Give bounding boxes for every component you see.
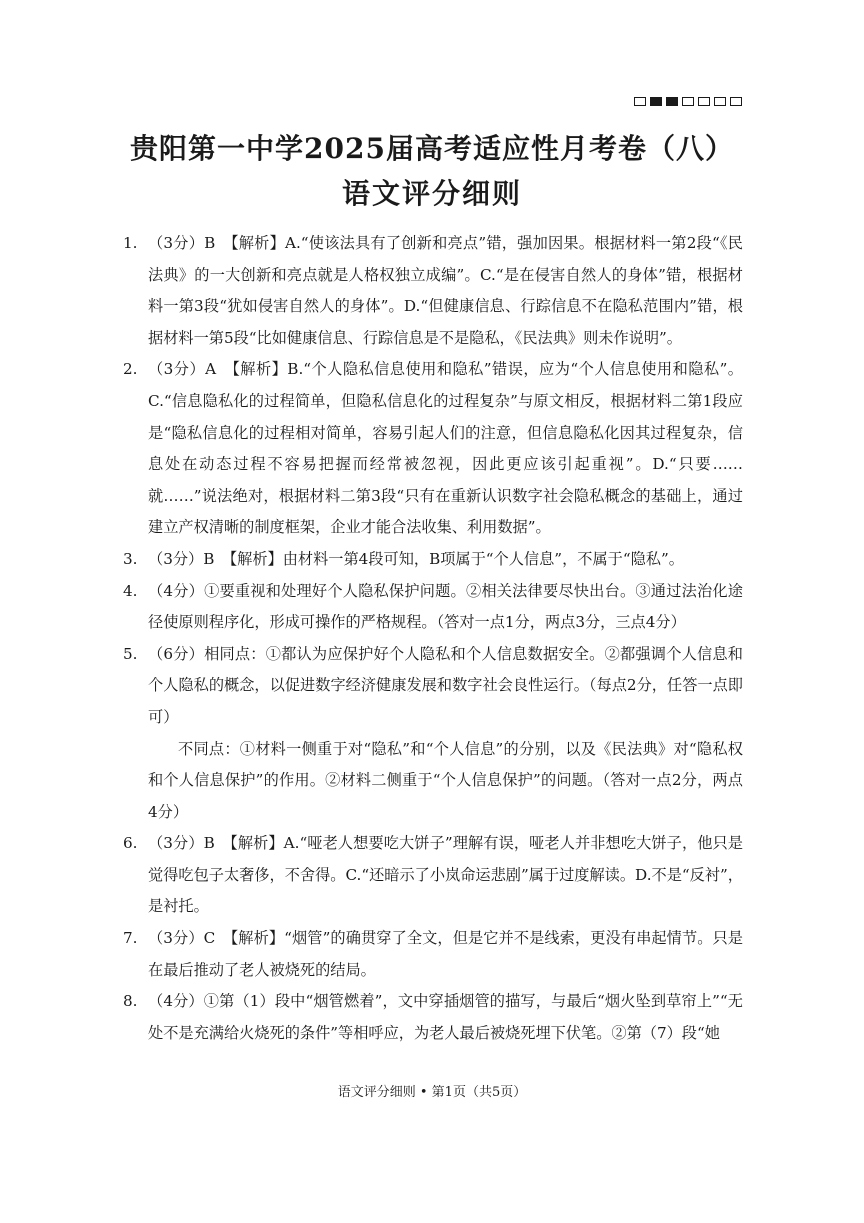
mark-box: [682, 97, 694, 106]
list-item: [123, 228, 743, 354]
item-text: （3分）B 【解析】A.“哑老人想要吃大饼子”理解有误，哑老人并非想吃大饼子，他只是觉得吃包子太奢侈，不舍得。C.“还暗示了小岚命运悲剧”属于过度解读。D.不是“反衬”，是衬托。: [148, 834, 743, 916]
mark-box: [698, 97, 710, 106]
list-item: [123, 639, 743, 734]
page-footer: 语文评分细则 • 第1页（共5页）: [337, 1085, 527, 1100]
item-text: （4分）①要重视和处理好个人隐私保护问题。②相关法律要尽快出台。③通过法治化途径使原则程序化，形成可操作的严格规程。（答对一点1分，两点3分，三点4分）: [148, 581, 743, 632]
list-item: [123, 828, 743, 923]
mark-box: [730, 97, 742, 106]
item-number: 4.: [123, 581, 138, 600]
list-item: [123, 354, 743, 544]
item-text: （3分）B 【解析】A.“使该法具有了创新和亮点”错，强加因果。根据材料一第2段“《民法典》的一大创新和亮点就是人格权独立成编”。C.“是在侵害自然人的身体”错，根据材料一第3段“犹如侵害自然人的身体”。D.“但健康信息、行踪信息不在隐私范围内”错，根据材料一第5段“比如健康信息、行踪信息是不是隐私，《民法典》则未作说明”。: [148, 234, 743, 347]
mark-box: [634, 97, 646, 106]
item-number: 5.: [123, 644, 138, 663]
mark-box: [714, 97, 726, 106]
item-extra-text: 不同点：①材料一侧重于对“隐私”和“个人信息”的分别，以及《民法典》对“隐私权和个人信息保护”的作用。②材料二侧重于“个人信息保护”的问题。（答对一点2分，两点4分）: [148, 739, 743, 821]
item-number: 3.: [123, 549, 138, 568]
item-text: （4分）①第（1）段中“烟管燃着”，文中穿插烟管的描写，与最后“烟火坠到草帘上”“无处不是充满给火烧死的条件”等相呼应，为老人最后被烧死埋下伏笔。②第（7）段“她: [148, 992, 743, 1042]
item-number: 1.: [123, 234, 138, 252]
item-text: （3分）C 【解析】“烟管”的确贯穿了全文，但是它并不是线索，更没有串起情节。只是在最后推动了老人被烧死的结局。: [148, 929, 743, 979]
list-item: [123, 986, 743, 1049]
mark-box-filled: [650, 97, 662, 106]
item-number: 6.: [123, 834, 138, 853]
item-text: （3分）B 【解析】由材料一第4段可知，B项属于“个人信息”，不属于“隐私”。: [148, 549, 684, 568]
item-text: （3分）A 【解析】B.“个人隐私信息使用和隐私”错误，应为“个人信息使用和隐私”。C.“信息隐私化的过程简单，但隐私信息化的过程复杂”与原文相反，根据材料二第1段应是“隐私信息化的过程相对简单，容易引起人们的注意，但信息隐私化因其过程复杂，信息处在动态过程不容易把握而经常被忽视，因此更应该引起重视”。D.“只要……就……”说法绝对，根据材料二第3段“只有在重新认识数字社会隐私概念的基础上，通过建立产权清晰的制度框架，企业才能合法收集、利用数据”。: [148, 360, 743, 537]
header-marks: [634, 97, 742, 106]
list-item: [123, 576, 743, 639]
mark-box-filled: [666, 97, 678, 106]
item-number: 7.: [123, 929, 138, 948]
answer-list: [123, 228, 743, 1049]
item-number: 2.: [123, 360, 138, 379]
document-subtitle: 语文评分细则: [341, 177, 522, 210]
item-text: （6分）相同点：①都认为应保护好个人隐私和个人信息数据安全。②都强调个人信息和个人隐私的概念，以促进数字经济健康发展和数字社会良性运行。（每点2分，任答一点即可）: [148, 644, 743, 726]
document-title: 贵阳第一中学2025届高考适应性月考卷（八）: [130, 132, 734, 165]
list-item: [123, 923, 743, 986]
item-number: 8.: [123, 992, 138, 1011]
list-item: [123, 544, 743, 576]
